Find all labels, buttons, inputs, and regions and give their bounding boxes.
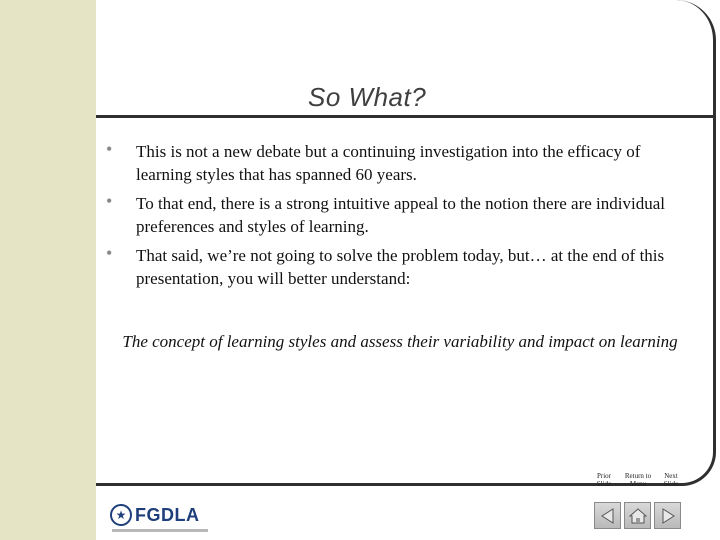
return-to-menu-button[interactable] (624, 502, 651, 529)
bullet-list (104, 140, 694, 296)
seal-icon: ★ (110, 504, 132, 526)
bullet-text: This is not a new debate but a continuing investigation into the efficacy of learning styles that has spanned 60 years. (136, 142, 641, 184)
nav-buttons (594, 502, 681, 529)
return-to-menu-label[interactable]: Return to Menu (624, 472, 652, 488)
left-decorative-band (0, 0, 96, 540)
prior-slide-button[interactable] (594, 502, 621, 529)
home-icon (629, 507, 647, 525)
bullet-item (104, 192, 694, 238)
bullet-text: To that end, there is a strong intuitive appeal to the notion there are individual preferences and styles of learning. (136, 194, 665, 236)
bullet-item (104, 244, 694, 290)
logo-underline (112, 529, 208, 532)
title-underline (96, 115, 716, 118)
prior-slide-label[interactable]: Prior Slide (596, 472, 612, 488)
conclusion-statement: The concept of learning styles and assess their variability and impact on learning (122, 332, 678, 351)
slide-title: So What? (308, 82, 427, 112)
nav-labels (592, 472, 682, 488)
bullet-text: That said, we’re not going to solve the problem today, but… at the end of this presentation, you will better understand: (136, 246, 665, 288)
logo-text: FGDLA (135, 504, 200, 525)
next-slide-label[interactable]: Next Slide (663, 472, 679, 488)
bullet-marker: • (106, 191, 113, 211)
next-slide-button[interactable] (654, 502, 681, 529)
title-area (96, 82, 716, 118)
fgdla-logo (110, 502, 210, 528)
triangle-right-icon (659, 507, 677, 525)
bullet-item (104, 140, 694, 186)
bullet-marker: • (106, 243, 113, 263)
triangle-left-icon (599, 507, 617, 525)
bullet-marker: • (106, 139, 113, 159)
